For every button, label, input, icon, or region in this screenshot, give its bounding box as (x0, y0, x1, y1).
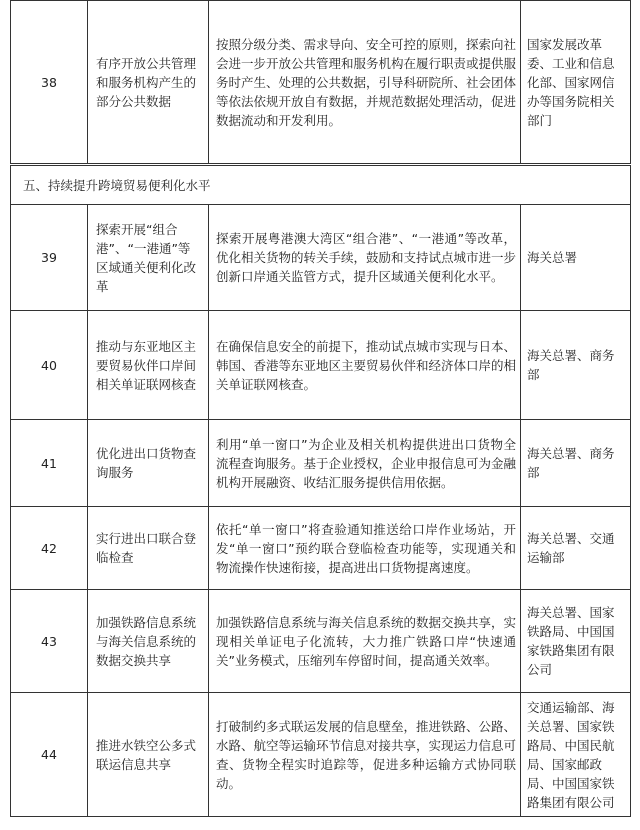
responsible-departments: 海关总署、商务部 (521, 311, 631, 420)
measure-name: 探索开展“组合港”、“一港通”等区域通关便利化改革 (88, 205, 209, 311)
measure-name: 优化进出口货物查询服务 (88, 420, 209, 507)
measure-name: 加强铁路信息系统与海关信息系统的数据交换共享 (88, 590, 209, 693)
row-number: 39 (11, 205, 88, 311)
table-row (11, 1, 631, 165)
table-row (11, 590, 631, 693)
row-number: 40 (11, 311, 88, 420)
measure-name: 推动与东亚地区主要贸易伙伴口岸间相关单证联网核查 (88, 311, 209, 420)
measure-name: 实行进出口联合登临检查 (88, 507, 209, 590)
measure-description: 加强铁路信息系统与海关信息系统的数据交换共享，实现相关单证电子化流转，大力推广铁路口岸“快速通关”业务模式，压缩列车停留时间，提高通关效率。 (209, 590, 521, 693)
row-number: 44 (11, 693, 88, 817)
table-row (11, 311, 631, 420)
responsible-departments: 海关总署 (521, 205, 631, 311)
responsible-departments: 海关总署、国家铁路局、中国国家铁路集团有限公司 (521, 590, 631, 693)
responsible-departments: 交通运输部、海关总署、国家铁路局、中国民航局、国家邮政局、中国国家铁路集团有限公司 (521, 693, 631, 817)
measure-name: 推进水铁空公多式联运信息共享 (88, 693, 209, 817)
row-number: 41 (11, 420, 88, 507)
row-number: 43 (11, 590, 88, 693)
measure-description: 利用“单一窗口”为企业及相关机构提供进出口货物全流程查询服务。基于企业授权，企业申报信息可为金融机构开展融资、收结汇服务提供信用依据。 (209, 420, 521, 507)
table-row (11, 205, 631, 311)
table-row (11, 507, 631, 590)
table-row (11, 420, 631, 507)
measures-table (10, 0, 631, 817)
measure-name: 有序开放公共管理和服务机构产生的部分公共数据 (88, 1, 209, 165)
measure-description: 打破制约多式联运发展的信息壁垒，推进铁路、公路、水路、航空等运输环节信息对接共享，实现运力信息可查、货物全程实时追踪等，促进多种运输方式协同联动。 (209, 693, 521, 817)
responsible-departments: 海关总署、交通运输部 (521, 507, 631, 590)
measure-description: 按照分级分类、需求导向、安全可控的原则，探索向社会进一步开放公共管理和服务机构在履行职责或提供服务时产生、处理的公共数据，引导科研院所、社会团体等依法依规开放自有数据，并规范数据处理活动，促进数据流动和开发利用。 (209, 1, 521, 165)
measure-description: 在确保信息安全的前提下，推动试点城市实现与日本、韩国、香港等东亚地区主要贸易伙伴和经济体口岸的相关单证联网核查。 (209, 311, 521, 420)
measure-description: 依托“单一窗口”将查验通知推送给口岸作业场站，开发“单一窗口”预约联合登临检查功能等，实现通关和物流操作快速衔接，提高进出口货物提离速度。 (209, 507, 521, 590)
section-title: 五、持续提升跨境贸易便利化水平 (11, 165, 631, 205)
responsible-departments: 海关总署、商务部 (521, 420, 631, 507)
row-number: 42 (11, 507, 88, 590)
row-number: 38 (11, 1, 88, 165)
measure-description: 探索开展粤港澳大湾区“组合港”、“一港通”等改革，优化相关货物的转关手续，鼓励和支持试点城市进一步创新口岸通关监管方式，提升区域通关便利化水平。 (209, 205, 521, 311)
table-row (11, 693, 631, 817)
responsible-departments: 国家发展改革委、工业和信息化部、国家网信办等国务院相关部门 (521, 1, 631, 165)
section-row (11, 165, 631, 205)
